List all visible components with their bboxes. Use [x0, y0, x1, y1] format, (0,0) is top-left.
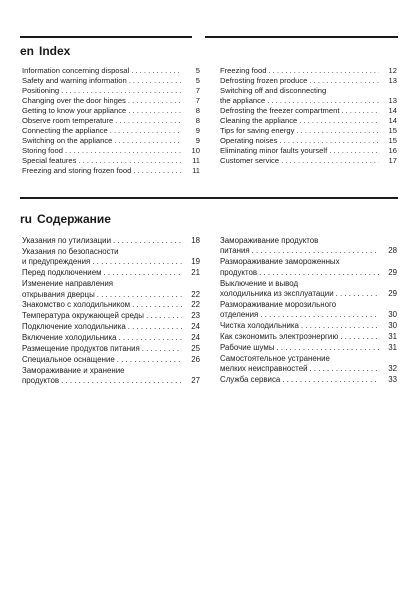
toc-entry-title: Observe room temperature . . . — [22, 116, 182, 126]
toc-entry-title: Включение холодильника . . . — [22, 333, 182, 343]
toc-entry — [220, 156, 397, 166]
toc-entry-page-number: 9 — [195, 136, 200, 145]
toc-entry-page-number: 29 — [388, 289, 397, 299]
toc-entry — [22, 322, 200, 332]
toc-entry — [22, 136, 200, 146]
toc-entry-title: Changing over the door hinges . . . — [22, 96, 182, 106]
toc-entry-title: Operating noises . . . — [220, 136, 379, 146]
toc-entry-page-number: 22 — [191, 289, 200, 299]
toc-entry-title: Указания по утилизации . . . — [22, 236, 182, 246]
toc-entry — [220, 76, 397, 86]
ru-toc-right-column — [220, 236, 397, 386]
toc-entry — [22, 247, 200, 268]
toc-entry-title: Eliminating minor faults yourself . . . — [220, 146, 379, 156]
toc-entry-title: Safety and warning information . . . — [22, 76, 182, 86]
toc-entry-title: Storing food . . . — [22, 146, 182, 156]
toc-entry-page-number: 11 — [192, 156, 200, 165]
toc-entry — [220, 136, 397, 146]
toc-entry-page-number: 30 — [388, 321, 397, 331]
toc-entry-page-number: 14 — [388, 116, 397, 125]
toc-entry — [220, 257, 397, 278]
toc-entry-title-block — [220, 354, 379, 375]
toc-entry-page-number: 10 — [191, 146, 200, 155]
toc-entry — [22, 126, 200, 136]
toc-entry — [220, 321, 397, 331]
toc-entry-page-number: 5 — [195, 76, 200, 85]
toc-entry-page-number: 8 — [195, 106, 200, 115]
toc-entry-title: отделения — [220, 310, 259, 320]
toc-entry-title-line1: Выключение и вывод — [220, 279, 379, 289]
toc-entry — [22, 268, 200, 278]
toc-entry-page-number: 22 — [191, 300, 200, 310]
toc-entry-page-number: 24 — [191, 333, 200, 343]
toc-entry-title-block — [220, 86, 379, 106]
toc-entry — [22, 106, 200, 116]
ru-heading: Содержание — [37, 212, 111, 226]
toc-entry-page-number: 12 — [388, 66, 397, 75]
toc-entry-title: Служба сервиса . . . — [220, 375, 379, 385]
ru-lang-code: ru — [20, 212, 32, 226]
ru-toc-left-column — [22, 236, 200, 387]
toc-entry — [220, 300, 397, 321]
toc-entry — [22, 86, 200, 96]
toc-entry-title: Positioning . . . — [22, 86, 182, 96]
toc-entry-page-number: 19 — [191, 257, 200, 267]
toc-entry-page-number: 26 — [191, 354, 200, 364]
toc-entry-page-number: 24 — [191, 322, 200, 332]
toc-entry — [22, 76, 200, 86]
toc-entry-title: Перед подключением . . . — [22, 268, 182, 278]
toc-entry-title-block — [220, 300, 379, 321]
toc-entry-title: Подключение холодильника . . . — [22, 322, 182, 332]
toc-entry-title: Специальное оснащение . . . — [22, 355, 182, 365]
toc-entry-title-line1: Самостоятельное устранение — [220, 354, 379, 364]
toc-entry-title: Getting to know your appliance . . . — [22, 106, 182, 116]
toc-entry — [220, 66, 397, 76]
toc-entry-title: Tips for saving energy . . . — [220, 126, 379, 136]
toc-entry-title: продуктов — [22, 376, 60, 386]
toc-entry-title-block — [220, 257, 379, 278]
toc-entry-page-number: 15 — [388, 136, 397, 145]
toc-entry-page-number: 8 — [195, 116, 200, 125]
toc-entry — [22, 300, 200, 310]
toc-entry-page-number: 17 — [388, 156, 397, 165]
toc-entry — [22, 344, 200, 354]
toc-entry-page-number: 32 — [388, 364, 397, 374]
toc-entry-title-block — [22, 279, 182, 300]
top-rule-right — [205, 36, 398, 38]
toc-entry — [220, 86, 397, 106]
toc-entry-title-block — [220, 279, 379, 300]
toc-entry-title-line1: Размораживание морозильного — [220, 300, 379, 310]
toc-entry-page-number: 29 — [388, 267, 397, 277]
toc-entry-title: Switching on the appliance . . . — [22, 136, 182, 146]
toc-entry-title-block — [220, 236, 379, 257]
toc-entry-page-number: 28 — [388, 246, 397, 256]
toc-entry — [220, 116, 397, 126]
toc-entry-title-line1: Switching off and disconnecting — [220, 86, 379, 96]
toc-entry-title-line1: Замораживание продуктов — [220, 236, 379, 246]
toc-entry — [220, 106, 397, 116]
toc-entry-page-number: 31 — [388, 343, 397, 353]
toc-entry-title: Connecting the appliance . . . — [22, 126, 182, 136]
toc-entry — [22, 311, 200, 321]
toc-entry — [22, 355, 200, 365]
toc-entry-title: Defrosting the freezer compartment . . . — [220, 106, 379, 116]
ru-section-title — [20, 212, 111, 226]
toc-entry-page-number: 25 — [191, 344, 200, 354]
toc-entry — [22, 279, 200, 300]
toc-entry — [220, 332, 397, 342]
toc-entry-page-number: 30 — [388, 310, 397, 320]
en-lang-code: en — [20, 44, 35, 58]
en-heading: Index — [39, 44, 71, 58]
toc-entry-page-number: 21 — [191, 268, 200, 278]
toc-entry — [220, 343, 397, 353]
en-section-title — [20, 44, 70, 58]
toc-entry-title: Рабочие шумы . . . — [220, 343, 379, 353]
toc-entry-title: Freezing food . . . — [220, 66, 379, 76]
en-toc-left-column — [22, 66, 200, 176]
toc-entry-page-number: 18 — [191, 236, 200, 245]
toc-entry-title-line1: Размораживание замороженных — [220, 257, 379, 267]
toc-entry — [220, 279, 397, 300]
toc-entry-title: Как сэкономить электроэнергию . . . — [220, 332, 379, 342]
toc-entry-page-number: 23 — [191, 311, 200, 321]
toc-entry-page-number: 31 — [388, 332, 397, 342]
toc-entry-title: Information concerning disposal . . . — [22, 66, 182, 76]
toc-entry — [220, 236, 397, 257]
top-rule-left — [20, 36, 192, 38]
toc-entry-page-number: 13 — [388, 96, 397, 105]
toc-entry-title: холодильника из эксплуатации — [220, 289, 334, 299]
toc-entry-title-block — [22, 247, 182, 268]
toc-entry-page-number: 11 — [192, 166, 200, 175]
toc-entry-page-number: 33 — [388, 375, 397, 385]
toc-entry — [220, 354, 397, 375]
toc-entry — [220, 146, 397, 156]
toc-entry-title: the appliance — [220, 96, 266, 105]
toc-entry-page-number: 13 — [388, 76, 397, 85]
toc-entry — [22, 366, 200, 387]
toc-entry-page-number: 14 — [388, 106, 397, 115]
toc-entry-title: Размещение продуктов питания . . . — [22, 344, 182, 354]
toc-entry-title: Defrosting frozen produce . . . — [220, 76, 379, 86]
toc-entry-title: Знакомство с холодильником . . . — [22, 300, 182, 310]
toc-entry-page-number: 9 — [195, 126, 200, 135]
toc-entry-title: Cleaning the appliance . . . — [220, 116, 379, 126]
toc-entry — [220, 375, 397, 385]
toc-entry-page-number: 7 — [195, 96, 200, 105]
toc-entry-title: и предупреждения — [22, 257, 91, 267]
toc-entry-page-number: 5 — [195, 66, 200, 75]
toc-entry-page-number: 27 — [191, 376, 200, 386]
toc-entry — [22, 166, 200, 176]
toc-entry-title: продуктов — [220, 267, 258, 277]
toc-entry-page-number: 7 — [195, 86, 200, 95]
toc-entry-page-number: 15 — [388, 126, 397, 135]
toc-entry-title: открывания дверцы — [22, 289, 95, 299]
toc-entry — [22, 156, 200, 166]
toc-entry — [220, 126, 397, 136]
toc-entry — [22, 66, 200, 76]
toc-entry-title-line1: Указания по безопасности — [22, 247, 182, 257]
section-divider — [20, 197, 398, 199]
toc-entry-title-block — [22, 366, 182, 387]
toc-entry — [22, 116, 200, 126]
toc-entry-title: Freezing and storing frozen food . . . — [22, 166, 182, 176]
toc-entry-title-line1: Изменение направления — [22, 279, 182, 289]
toc-entry-title-line1: Замораживание и хранение — [22, 366, 182, 376]
toc-entry-title: Температура окружающей среды . . . — [22, 311, 182, 321]
toc-entry-title: питания — [220, 246, 250, 256]
en-toc-right-column — [220, 66, 397, 166]
toc-entry-title: мелких неисправностей — [220, 364, 308, 374]
toc-entry-page-number: 16 — [388, 146, 397, 155]
toc-entry-title: Special features . . . — [22, 156, 182, 166]
toc-entry — [22, 146, 200, 156]
toc-entry-title: Customer service . . . — [220, 156, 379, 166]
toc-entry — [22, 96, 200, 106]
toc-entry — [22, 333, 200, 343]
toc-entry — [22, 236, 200, 246]
toc-entry-title: Чистка холодильника . . . — [220, 321, 379, 331]
